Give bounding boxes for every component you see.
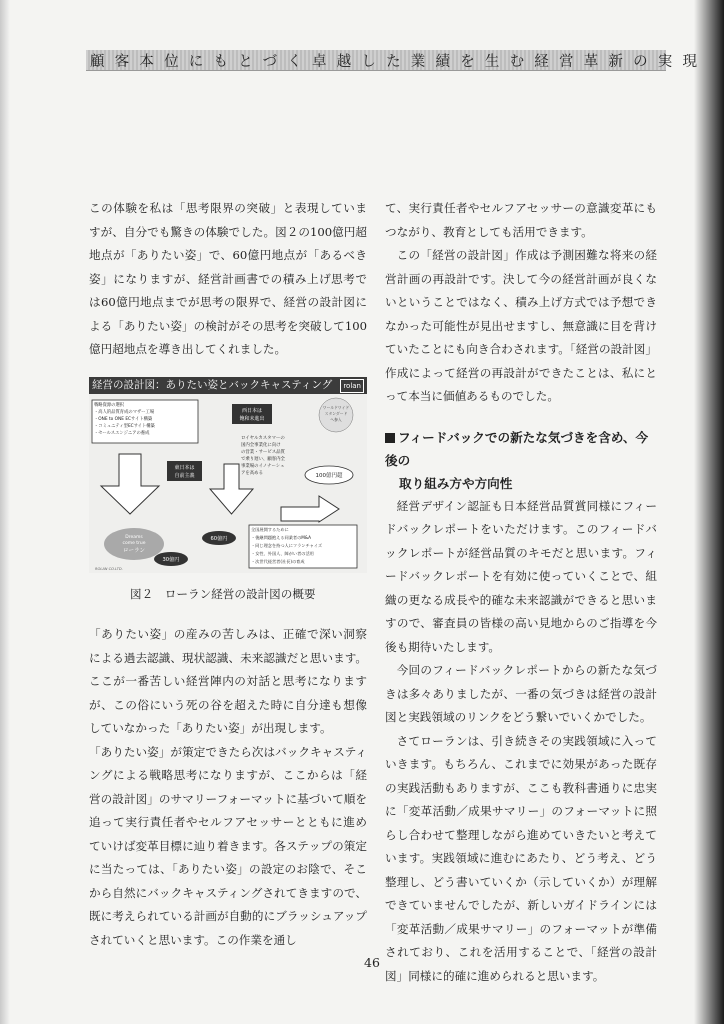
strategy-line: ・高人的品質育成のマザー工場 bbox=[94, 410, 155, 415]
figure-caption: 図２ ローラン経営の設計図の概要 bbox=[130, 587, 316, 601]
royal-customer-text bbox=[241, 434, 286, 476]
figure-title: 経営の設計図：ありたい姿とバックキャスティング bbox=[92, 379, 333, 391]
west-tag-line: 飽和未進出 bbox=[239, 416, 265, 422]
body-paragraph: 「ありたい姿」の産みの苦しみは、正確で深い洞察による過去認識、現状認識、未来認識だと思います。ここが一番苦しい経営陣内の対話と思考になりますが、この俗にいう死の谷を超えた時に自分達も想像していなかった「ありたい姿」が出現します。 bbox=[89, 627, 367, 735]
left-column-bottom bbox=[89, 623, 367, 952]
body-paragraph: この体験を私は「思考限界の突破」と表現していますが、自分でも驚きの体験でした。図２の100億円超地点が「ありたい姿」で、60億円地点が「あるべき姿」になりますが、経営計画書での積み上げ思考では60億円地点までが思考の限界で、経営の設計図による「ありたい姿」の検討がその思考を突破して100億円超地点を導き出してくれました。 bbox=[89, 201, 367, 356]
svg-text:スタンダード: スタンダード bbox=[324, 411, 348, 416]
svg-text:・同じ理念を持つ人にフランチャイズ: ・同じ理念を持つ人にフランチャイズ bbox=[251, 543, 323, 548]
section-heading-line: フィードバックでの新たな気づきを含め、今後の bbox=[385, 429, 649, 468]
strategy-line: ・コミュニティ型ECサイト構築 bbox=[94, 424, 155, 429]
oval-30-label: 30億円 bbox=[162, 557, 180, 563]
svg-text:全国展開するために: 全国展開するために bbox=[251, 527, 289, 532]
body-paragraph: さてローランは、引き続きその実践領域に入っていきます。もちろん、これまでに効果があった既存の実践活動もありますが、ここも教科書通りに忠実に「変革活動／成果サマリー」のフォーマットに照らし合わせて整理しながら進めていきたいと考えています。実践領域に進むにあたり、どう考え、どう整理し、どう書いていくか（示していくか）が理解できていませんでしたが、新しいガイドラインには「変革活動／成果サマリー」のフォーマットが準備されており、これを活用することで、「経営の設計図」同様に的確に進められると思います。 bbox=[385, 733, 657, 983]
body-paragraph: 経営デザイン認証も日本経営品質賞同様にフィードバックレポートをいただけます。このフィードバックレポートが経営品質のキモだと思います。フィードバックレポートを有効に使っていくことで、組織の更なる成長や的確な未来認識ができると思いますので、審査員の皆様の高い見地からのご指導を今後も期待いたします。 bbox=[385, 498, 657, 654]
page-number: 46 bbox=[364, 955, 380, 970]
west-tag-line: 西日本は bbox=[241, 408, 263, 414]
svg-text:ロイヤルカスタマーの: ロイヤルカスタマーの bbox=[241, 436, 285, 441]
dreams-line: come true bbox=[122, 541, 146, 546]
corp-label: ROLAN CO.LTD. bbox=[95, 567, 123, 571]
body-paragraph: て、実行責任者やセルフアセッサーの意識変革にもつながり、教育としても活用できます。 bbox=[385, 201, 657, 239]
page-left-shadow bbox=[0, 0, 10, 1024]
body-paragraph: 今回のフィードバックレポートからの新たな気づきは多々ありましたが、一番の気づきは経営の設計図と実践領域のリンクをどう繋いでいくかでした。 bbox=[385, 663, 657, 724]
dreams-line: Dreams bbox=[125, 535, 143, 540]
east-tag-line: 東日本は bbox=[174, 465, 195, 471]
figure-2 bbox=[89, 377, 367, 573]
left-column-top bbox=[89, 197, 367, 362]
right-column bbox=[385, 197, 657, 988]
figure-diagram bbox=[89, 394, 367, 573]
figure-title-bar bbox=[89, 377, 367, 394]
down-arrow-left bbox=[101, 454, 159, 514]
svg-text:・女性、外国人、障がい者の活用: ・女性、外国人、障がい者の活用 bbox=[251, 551, 314, 556]
svg-text:ワールドワイド: ワールドワイド bbox=[322, 405, 350, 410]
up-right-arrow bbox=[281, 496, 339, 522]
oval-100-label: 100億円超 bbox=[315, 473, 343, 479]
east-tag-line: 自前主義 bbox=[174, 473, 195, 479]
svg-text:へ参入: へ参入 bbox=[330, 417, 342, 422]
section-heading bbox=[385, 426, 657, 472]
scan-right-edge bbox=[694, 0, 724, 1024]
svg-text:で乗り遅い、顧客内全: で乗り遅い、顧客内全 bbox=[241, 457, 285, 462]
body-paragraph: この「経営の設計図」作成は予測困難な将来の経営計画の再設計です。決して今の経営計画が良くないということではなく、積み上げ方式では予想できなかった可能性が見出せますし、無意識に目を背けていたことにも向き合わされます。「経営の設計図」作成によって経営の再設計ができたことは、私にとって本当に価値あるものでした。 bbox=[385, 248, 657, 403]
body-paragraph: 「ありたい姿」が策定できたら次はバックキャスティングによる戦略思考になりますが、ここからは「経営の設計図」のサマリーフォーマットに基づいて順を追って実行責任者やセルフアセッサーとともに進めていけば変革目標に辿り着きます。各ステップの策定に当たっては、「ありたい姿」の設定のお陰で、そこから自然にバックキャスティングされてきますので、既に考えられている計画が自動的にブラッシュアップされていくと思います。この作業を通し bbox=[89, 744, 367, 947]
svg-text:の営業・サービス品質: の営業・サービス品質 bbox=[241, 450, 285, 455]
oval-60-label: 60億円 bbox=[210, 536, 228, 542]
running-header bbox=[86, 50, 708, 71]
svg-text:・後継問題抱える同業者のM&A: ・後継問題抱える同業者のM&A bbox=[251, 535, 311, 540]
svg-text:・次世代経営者(社長)の育成: ・次世代経営者(社長)の育成 bbox=[251, 559, 305, 564]
svg-text:国内全事業化に向け: 国内全事業化に向け bbox=[241, 443, 281, 448]
svg-text:アを高める: アを高める bbox=[241, 471, 263, 476]
svg-text:事業場のイノナーシェ: 事業場のイノナーシェ bbox=[241, 464, 285, 469]
brand-logo: rolan bbox=[340, 379, 364, 393]
square-bullet-icon bbox=[385, 433, 395, 443]
strategy-line: 戦略資源の選択 bbox=[94, 403, 125, 408]
strategy-line: ・ONE to ONE ECサイト構築 bbox=[94, 417, 153, 422]
dreams-line: ローラン bbox=[122, 548, 146, 554]
section-heading-continued: 取り組み方や方向性 bbox=[399, 475, 513, 491]
running-header-title: 顧客本位にもとづく卓越した業績を生む経営革新の実現 bbox=[90, 53, 708, 70]
strategy-line: ・セールスエンジニアの養成 bbox=[94, 431, 150, 436]
